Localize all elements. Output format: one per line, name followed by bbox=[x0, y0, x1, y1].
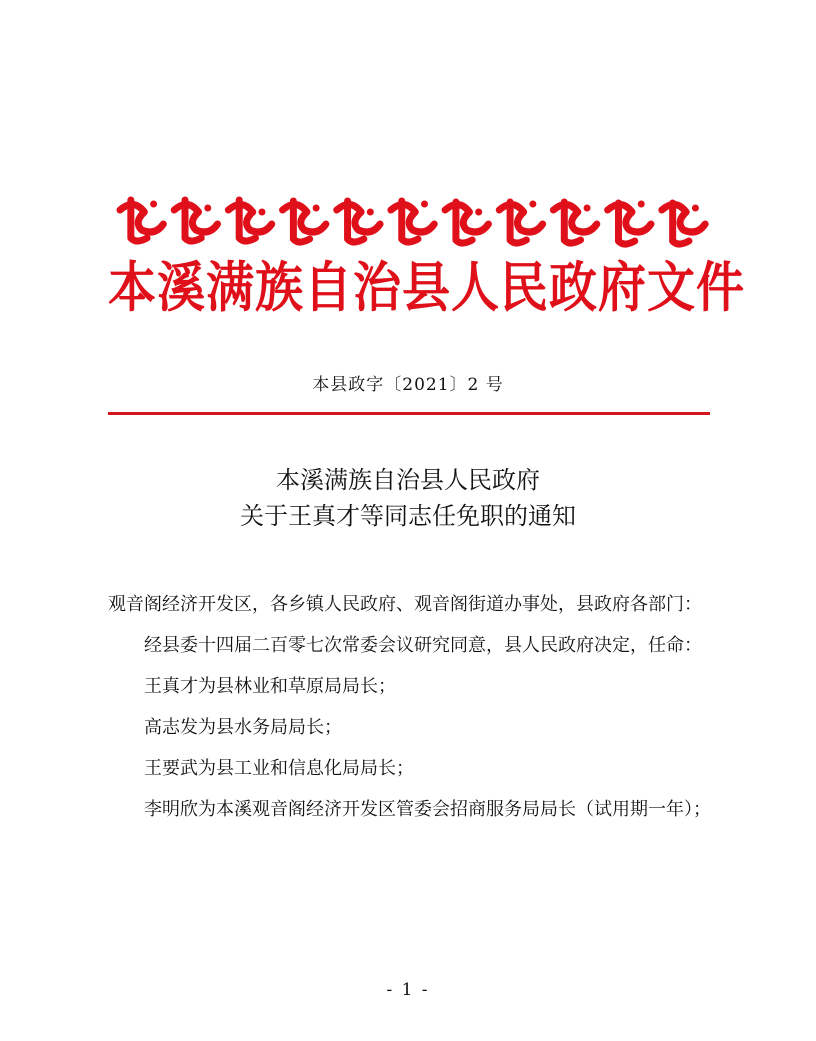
page-number: - 1 - bbox=[386, 980, 430, 1000]
red-divider-line bbox=[108, 412, 710, 415]
document-number: 本县政字〔2021〕2 号 bbox=[312, 375, 504, 395]
manchu-glyph bbox=[391, 201, 434, 242]
appointment-item: 王真才为县林业和草原局局长； bbox=[144, 676, 396, 697]
recipients-paragraph: 观音阁经济开发区，各乡镇人民政府、观音阁街道办事处，县政府各部门： bbox=[108, 594, 702, 615]
manchu-script-icon bbox=[114, 192, 710, 250]
manchu-glyph bbox=[337, 201, 380, 242]
manchu-glyph bbox=[445, 202, 488, 243]
document-header-title: 本溪满族自治县人民政府文件 bbox=[108, 256, 746, 320]
manchu-glyph-dot bbox=[475, 209, 482, 216]
appointment-item: 高志发为县水务局局长； bbox=[144, 717, 342, 738]
notice-body bbox=[108, 584, 728, 830]
manchu-glyph bbox=[228, 200, 271, 241]
manchu-glyph bbox=[608, 203, 651, 244]
manchu-glyph-dot bbox=[421, 201, 428, 208]
manchu-glyph bbox=[174, 200, 217, 241]
manchu-glyph-dot bbox=[313, 205, 320, 212]
manchu-glyph-dot bbox=[367, 209, 374, 216]
manchu-glyph-dot bbox=[150, 201, 157, 208]
appointment-item: 王要武为县工业和信息化局局长； bbox=[144, 758, 414, 779]
appointment-item: 李明欣为本溪观音阁经济开发区管委会招商服务局局长（试用期一年）； bbox=[144, 799, 711, 820]
notice-title-line-1: 本溪满族自治县人民政府 bbox=[276, 466, 540, 494]
manchu-glyph-dot bbox=[692, 205, 699, 212]
manchu-glyph-dot bbox=[638, 201, 645, 208]
manchu-glyph bbox=[120, 200, 163, 241]
intro-paragraph: 经县委十四届二百零七次常委会议研究同意，县人民政府决定，任命： bbox=[144, 635, 702, 656]
manchu-glyph-dot bbox=[584, 205, 591, 212]
manchu-glyph-dot bbox=[529, 201, 536, 208]
manchu-glyph-dot bbox=[204, 205, 211, 212]
notice-title-line-2: 关于王真才等同志任免职的通知 bbox=[240, 502, 576, 530]
manchu-glyph-dot bbox=[258, 209, 265, 216]
manchu-glyph bbox=[499, 202, 542, 243]
document-header bbox=[108, 192, 746, 332]
